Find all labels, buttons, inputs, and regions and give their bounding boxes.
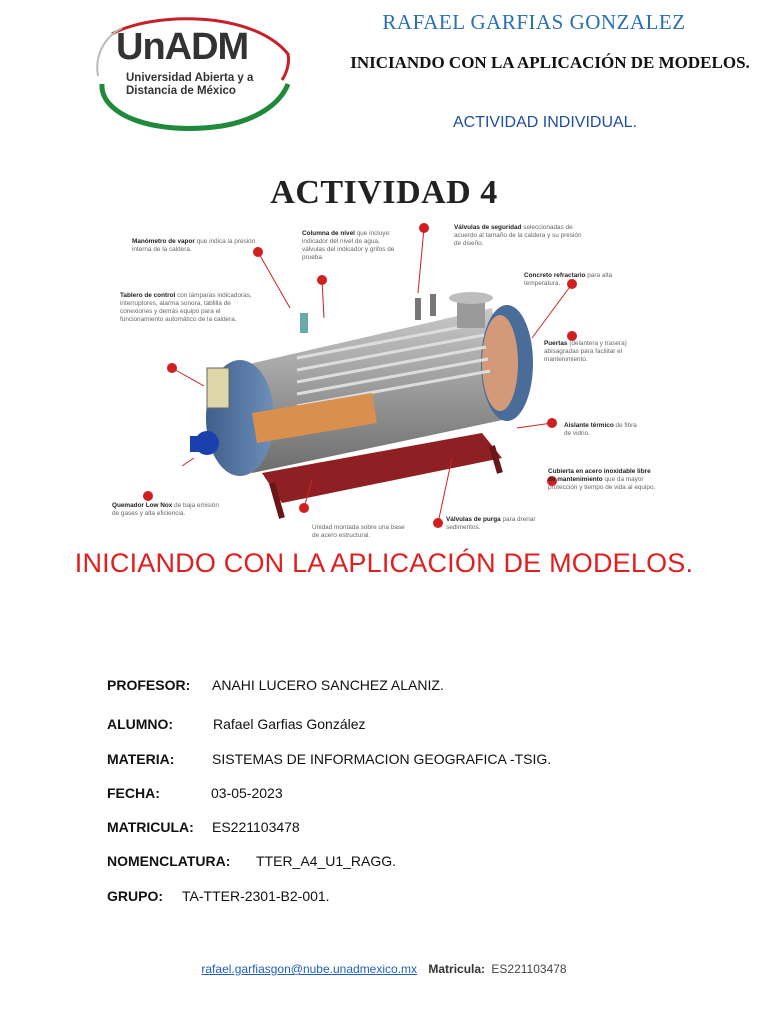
author-name: RAFAEL GARFIAS GONZALEZ bbox=[382, 10, 686, 34]
grupo-value: TA-TTER-2301-B2-001. bbox=[182, 888, 330, 904]
callout-concreto-text: para alta temperatura. bbox=[524, 272, 613, 287]
logo-subtitle bbox=[126, 72, 253, 98]
callout-purga-text: para drenar sedimentos. bbox=[446, 516, 536, 531]
callout-tablero-text: con lámparas indicadoras, interruptores, alarma sonora, tablilla de conexiones y demás equipo para el funcionamiento automático de la caldera. bbox=[120, 292, 252, 323]
materia-label: MATERIA: bbox=[107, 751, 175, 767]
footer-email-link[interactable]: rafael.garfiasgon@nube.unadmexico.mx bbox=[201, 962, 418, 976]
fecha-label: FECHA: bbox=[107, 785, 160, 801]
callout-cubierta-title: Cubierta en acero inoxidable libre de mantenimiento bbox=[548, 468, 651, 483]
callout-puertas-title: Puertas bbox=[544, 340, 568, 347]
callout-columna-text: que incluye: indicador del nivel de agua, válvulas del indicador y grifos de prueba. bbox=[302, 230, 395, 261]
callout-valvulas-seguridad-title: Válvulas de seguridad bbox=[454, 224, 522, 231]
grupo-label: GRUPO: bbox=[107, 888, 163, 904]
boiler-diagram bbox=[112, 218, 656, 548]
alumno-label: ALUMNO: bbox=[107, 716, 174, 732]
callout-purga-title: Válvulas de purga bbox=[446, 516, 501, 523]
callout-concreto bbox=[524, 272, 636, 288]
callout-valvulas-seguridad-text: seleccionadas de acuerdo al tamaño de la caldera y su presión de diseño. bbox=[454, 224, 582, 247]
footer-matricula-label: Matricula: bbox=[428, 962, 486, 976]
profesor-value: ANAHI LUCERO SANCHEZ ALANIZ. bbox=[212, 677, 444, 693]
matricula-value: ES221103478 bbox=[212, 819, 300, 835]
activity-type: ACTIVIDAD INDIVIDUAL. bbox=[452, 114, 638, 131]
callout-manometro-title: Manómetro de vapor bbox=[132, 238, 195, 245]
profesor-label: PROFESOR: bbox=[107, 677, 191, 693]
unadm-logo bbox=[92, 14, 292, 132]
callout-aislante-title: Aislante térmico bbox=[564, 422, 614, 429]
nomenclatura-value: TTER_A4_U1_RAGG. bbox=[256, 853, 397, 869]
callout-cubierta-text: que da mayor protección y tiempo de vida al equipo. bbox=[548, 476, 656, 491]
fecha-value: 03-05-2023 bbox=[211, 785, 283, 801]
alumno-value: Rafael Garfias González bbox=[213, 716, 366, 732]
footer-matricula-value: ES221103478 bbox=[491, 962, 567, 976]
callout-aislante bbox=[564, 422, 640, 438]
callout-puertas bbox=[544, 340, 636, 364]
logo-subtitle-line1: Universidad Abierta y a bbox=[126, 72, 254, 84]
callout-columna bbox=[302, 230, 402, 262]
callout-columna-title: Columna de nivel bbox=[302, 230, 355, 237]
callout-quemador-text: de baja emisión de gases y alta eficiencia. bbox=[112, 502, 219, 517]
materia-value: SISTEMAS DE INFORMACION GEOGRAFICA -TSIG. bbox=[212, 751, 552, 767]
callout-tablero bbox=[120, 292, 252, 324]
logo-subtitle-line2: Distancia de México bbox=[126, 85, 236, 97]
nomenclatura-label: NOMENCLATURA: bbox=[107, 853, 231, 869]
callout-quemador bbox=[112, 502, 220, 518]
callout-unidad bbox=[312, 524, 412, 540]
callout-aislante-text: de fibra de vidrio. bbox=[564, 422, 637, 437]
callout-purga bbox=[446, 516, 562, 532]
callout-manometro-text: que indica la presión interna de la caldera. bbox=[132, 238, 256, 253]
callout-manometro bbox=[132, 238, 260, 254]
callout-valvulas-seguridad bbox=[454, 224, 586, 248]
callout-quemador-title: Quemador Low Nox bbox=[112, 502, 173, 509]
document-subtitle: INICIANDO CON LA APLICACIÓN DE MODELOS. bbox=[350, 53, 750, 72]
footer bbox=[0, 962, 768, 976]
boiler-illustration bbox=[112, 218, 656, 548]
callout-cubierta bbox=[548, 468, 656, 492]
matricula-label: MATRICULA: bbox=[107, 819, 194, 835]
callout-puertas-text: (delantera y trasera) abisagradas para facilitar el mantenimiento. bbox=[544, 340, 627, 363]
callout-concreto-title: Concreto refractario bbox=[524, 272, 586, 279]
activity-title: ACTIVIDAD 4 bbox=[270, 174, 498, 211]
main-heading: INICIANDO CON LA APLICACIÓN DE MODELOS. bbox=[74, 548, 694, 578]
callout-tablero-title: Tablero de control bbox=[120, 292, 176, 299]
callout-unidad-text: Unidad montada sobre una base de acero estructural. bbox=[312, 524, 405, 539]
logo-wordmark: UnADM bbox=[116, 26, 249, 68]
